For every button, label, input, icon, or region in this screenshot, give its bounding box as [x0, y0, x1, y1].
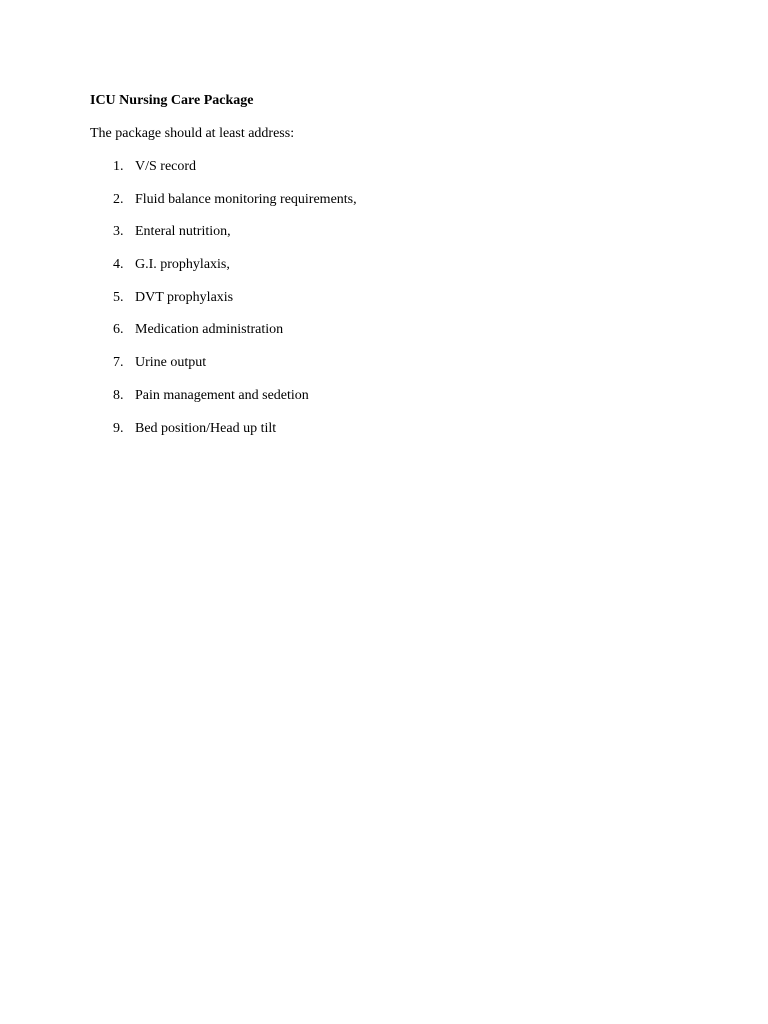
- list-item-number: 6.: [113, 322, 124, 338]
- intro-text: The package should at least address:: [90, 126, 295, 141]
- list-item: [90, 157, 690, 177]
- list-item-number: 2.: [113, 191, 124, 207]
- document-body: [90, 91, 690, 451]
- list-item: [90, 255, 690, 275]
- list-item-text: Bed position/Head up tilt: [135, 420, 277, 436]
- list-item: [90, 419, 690, 439]
- list-item-number: 4.: [113, 257, 124, 273]
- list-item: [90, 320, 690, 340]
- list-item: [90, 190, 690, 210]
- list-item-number: 8.: [113, 387, 124, 403]
- list-item-number: 9.: [113, 420, 124, 436]
- list-item: [90, 353, 690, 373]
- list-item-text: V/S record: [135, 159, 197, 174]
- numbered-list: [90, 157, 690, 439]
- list-item-text: DVT prophylaxis: [135, 289, 234, 305]
- list-item-text: Medication administration: [135, 322, 284, 338]
- list-item-number: 1.: [113, 159, 124, 174]
- list-item-text: Urine output: [135, 355, 207, 371]
- list-item-number: 3.: [113, 224, 124, 240]
- list-item-number: 7.: [113, 355, 124, 371]
- list-item: [90, 386, 690, 406]
- list-item-text: Fluid balance monitoring requirements,: [135, 191, 357, 207]
- list-item-text: Enteral nutrition,: [135, 224, 231, 240]
- list-item-text: Pain management and sedetion: [135, 387, 309, 403]
- list-item-text: G.I. prophylaxis,: [135, 257, 230, 273]
- list-item: [90, 222, 690, 242]
- document-title: ICU Nursing Care Package: [90, 93, 254, 108]
- list-item-number: 5.: [113, 289, 124, 305]
- list-item: [90, 288, 690, 308]
